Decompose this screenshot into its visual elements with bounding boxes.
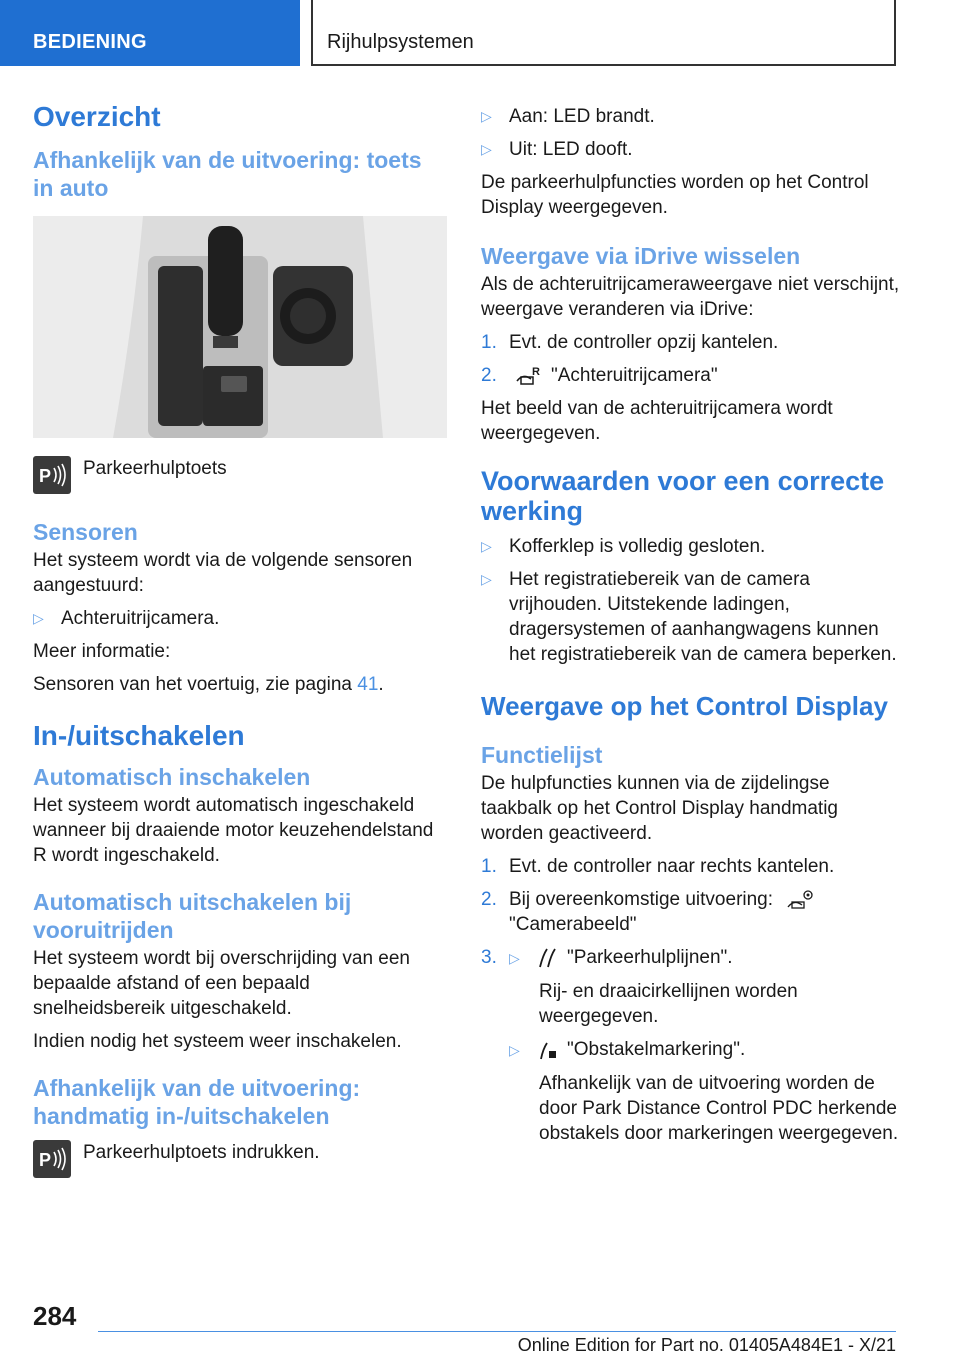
overview-title: Overzicht bbox=[33, 101, 161, 132]
right-column bbox=[481, 104, 901, 1154]
more-info-label: Meer informatie: bbox=[33, 641, 171, 662]
chapter-tab: Rijhulpsystemen bbox=[311, 0, 896, 66]
parking-button-label: Parkeerhulptoets bbox=[83, 458, 227, 479]
onoff-title: In-/uitschakelen bbox=[33, 720, 245, 751]
manual-button-legend bbox=[33, 1140, 447, 1178]
page-link[interactable]: 41 bbox=[357, 674, 379, 695]
parking-assist-icon bbox=[33, 456, 71, 494]
left-column bbox=[33, 100, 447, 1202]
function-step-1: 1. Evt. de controller naar rechts kantelen. bbox=[481, 856, 835, 877]
svg-text:R: R bbox=[532, 365, 540, 378]
footer-divider bbox=[98, 1331, 896, 1332]
page-header bbox=[0, 0, 960, 66]
triangle-bullet-icon: ▷ bbox=[481, 571, 492, 587]
auto-off-text: Het systeem wordt bij overschrijding van een bepaalde afstand of een bepaald snelheidsbereik uitgeschakeld. bbox=[33, 948, 411, 1019]
triangle-bullet-icon: ▷ bbox=[33, 610, 44, 626]
svg-text:P: P bbox=[39, 466, 52, 486]
sensors-bullet: ▷ Achteruitrijcamera. bbox=[33, 608, 220, 629]
section-tab: BEDIENING bbox=[0, 0, 300, 66]
manual-button-label: Parkeerhulptoets indrukken. bbox=[83, 1142, 320, 1163]
parking-button-legend bbox=[33, 456, 447, 494]
auto-on-text: Het systeem wordt automatisch ingeschakeld wanneer bij draaiende motor keuzehendelstand R wordt ingeschakeld. bbox=[33, 795, 434, 866]
camera-view-icon bbox=[784, 889, 816, 911]
obstacle-marking-icon bbox=[537, 1039, 559, 1061]
triangle-bullet-icon: ▷ bbox=[509, 1042, 520, 1058]
function-step-3: 3. ▷ "Parkeerhulplijnen". Rij- en draaicirkellijnen worden weergegeven. ▷ "Obstakelmarkering". Afhankelijk van de uitvoering worden de door Park Distance Control PDC herkende obstakels door markeringen weergegeven. bbox=[481, 945, 901, 1146]
auto-off-heading: Automatisch uitschakelen bij vooruitrijden bbox=[33, 889, 352, 943]
led-off-bullet: ▷ Uit: LED dooft. bbox=[481, 139, 633, 160]
svg-text:P: P bbox=[39, 1150, 52, 1170]
idrive-step-2: 2. R "Achteruitrijcamera" bbox=[481, 365, 718, 386]
idrive-heading: Weergave via iDrive wisselen bbox=[481, 243, 801, 269]
auto-on-heading: Automatisch inschakelen bbox=[33, 764, 311, 790]
function-step-2: 2. Bij overeenkomstige uitvoering: "Camerabeeld" bbox=[481, 887, 901, 937]
idrive-step-1: 1. Evt. de controller opzij kantelen. bbox=[481, 332, 779, 353]
manual-heading: Afhankelijk van de uitvoering: handmatig in-/uitschakelen bbox=[33, 1075, 361, 1129]
variant-heading: Afhankelijk van de uitvoering: toets in auto bbox=[33, 147, 422, 201]
console-illustration bbox=[33, 216, 447, 438]
condition-bullet-1: ▷ Kofferklep is volledig gesloten. bbox=[481, 536, 766, 557]
sensors-reference: Sensoren van het voertuig, zie pagina 41. bbox=[33, 674, 384, 695]
parking-assist-icon bbox=[33, 1140, 71, 1178]
rear-camera-icon bbox=[515, 365, 543, 387]
idrive-result: Het beeld van de achteruitrijcamera wordt weergegeven. bbox=[481, 398, 833, 444]
conditions-title: Voorwaarden voor een correcte werking bbox=[481, 466, 885, 526]
triangle-bullet-icon: ▷ bbox=[509, 950, 520, 966]
edition-footer: Online Edition for Part no. 01405A484E1 - X/21 bbox=[517, 1335, 896, 1355]
functions-text: De hulpfuncties kunnen via de zijdelingse taakbalk op het Control Display handmatig worden geactiveerd. bbox=[481, 773, 838, 844]
center-console-photo bbox=[33, 216, 447, 438]
display-title: Weergave op het Control Display bbox=[481, 691, 888, 721]
idrive-text: Als de achteruitrijcameraweergave niet verschijnt, weergave veranderen via iDrive: bbox=[481, 274, 900, 320]
triangle-bullet-icon: ▷ bbox=[481, 108, 492, 124]
parking-lines-text: Rij- en draaicirkellijnen worden weergegeven. bbox=[539, 981, 798, 1027]
parking-lines-icon bbox=[537, 947, 559, 969]
condition-bullet-2: ▷ Het registratiebereik van de camera vrijhouden. Uitstekende ladingen, dragersystemen of aanhangwagens kunnen het registratiebereik van de camera beperken. bbox=[481, 569, 897, 665]
page-number: 284 bbox=[33, 1301, 77, 1331]
obstacle-marking-text: Afhankelijk van de uitvoering worden de door Park Distance Control PDC herkende obstakels door markeringen weergegeven. bbox=[539, 1073, 899, 1144]
triangle-bullet-icon: ▷ bbox=[481, 141, 492, 157]
functions-heading: Functielijst bbox=[481, 742, 603, 768]
triangle-bullet-icon: ▷ bbox=[481, 538, 492, 554]
sensors-text: Het systeem wordt via de volgende sensoren aangestuurd: bbox=[33, 550, 413, 596]
led-on-bullet: ▷ Aan: LED brandt. bbox=[481, 106, 655, 127]
auto-off-text-2: Indien nodig het systeem weer inschakelen. bbox=[33, 1031, 402, 1052]
display-text: De parkeerhulpfuncties worden op het Control Display weergegeven. bbox=[481, 172, 869, 218]
sensors-heading: Sensoren bbox=[33, 519, 138, 545]
